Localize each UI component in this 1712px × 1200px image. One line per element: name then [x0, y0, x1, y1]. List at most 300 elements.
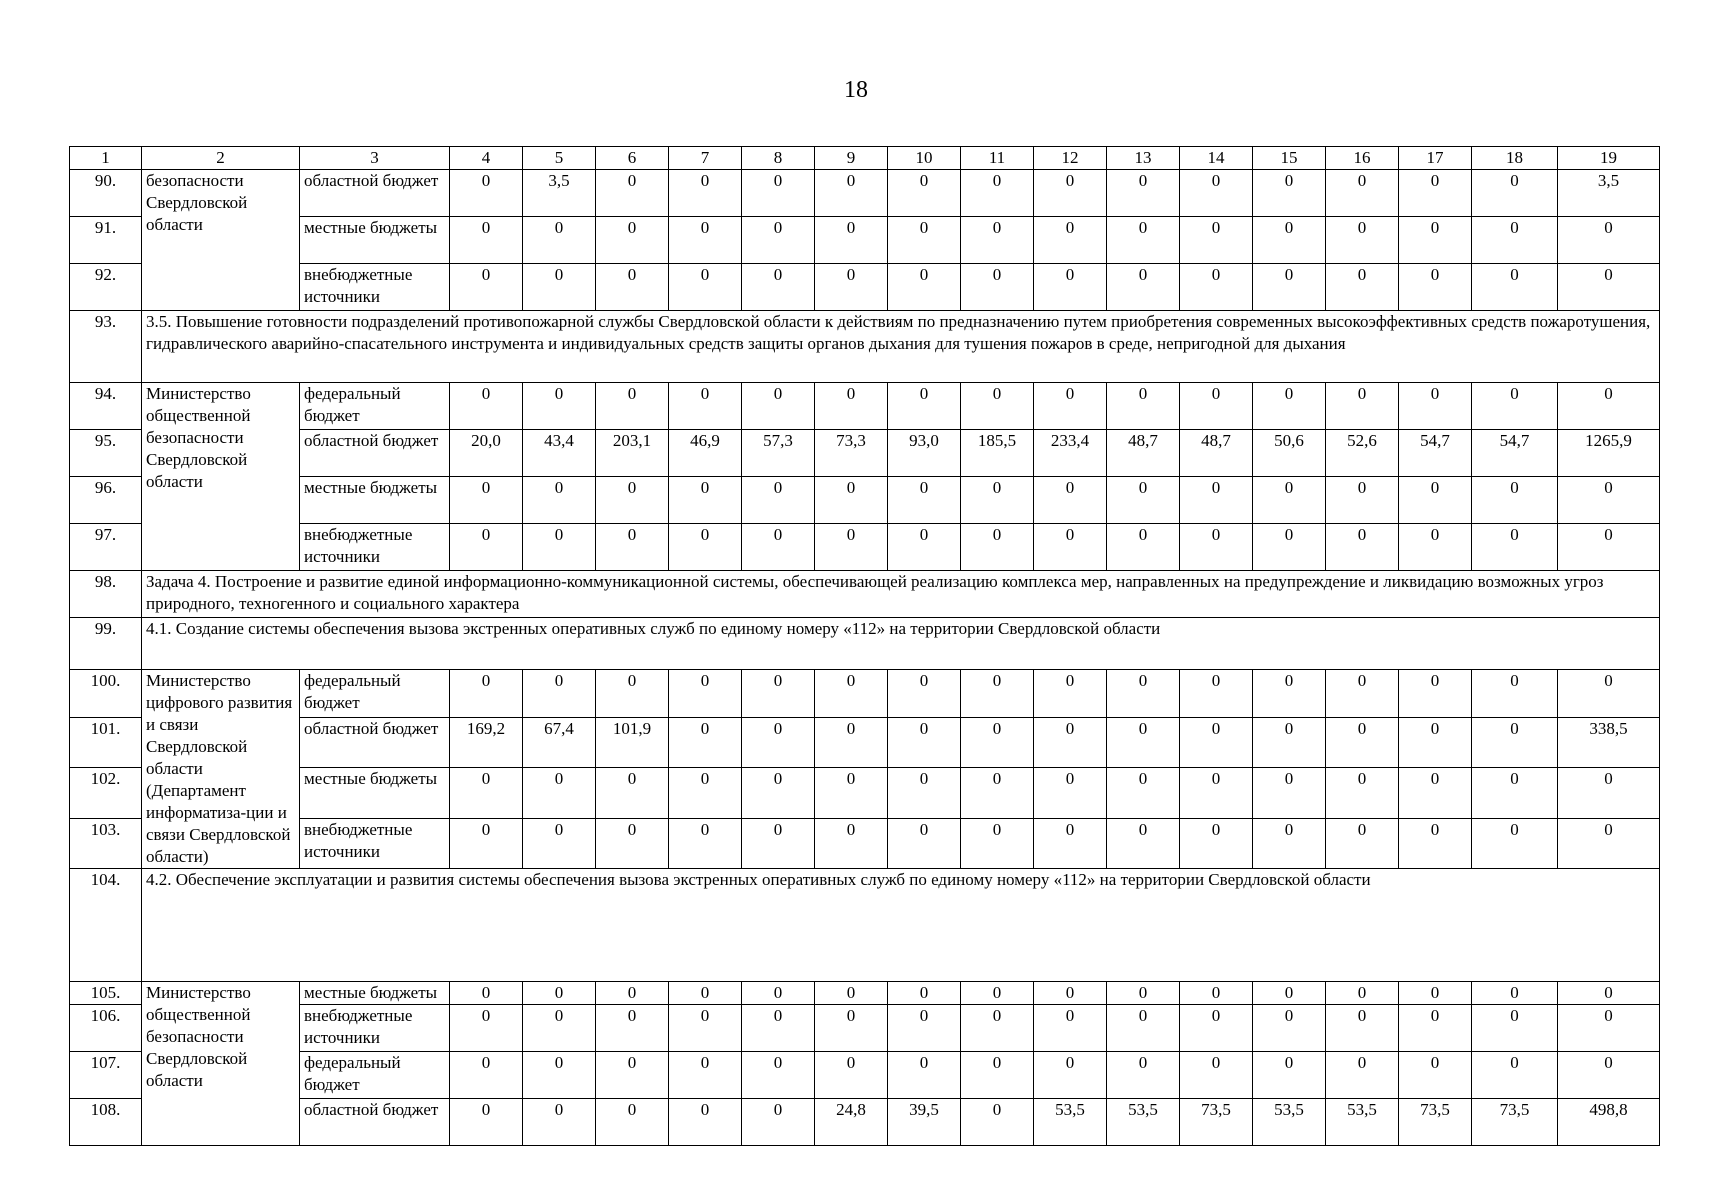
value-cell: 3,5	[523, 170, 596, 217]
value-cell: 0	[669, 524, 742, 571]
value-cell: 0	[742, 1052, 815, 1099]
value-cell: 0	[1034, 217, 1107, 264]
value-cell: 0	[669, 264, 742, 311]
value-cell: 0	[450, 264, 523, 311]
value-cell: 0	[1399, 170, 1472, 217]
value-cell: 48,7	[1180, 430, 1253, 477]
value-cell: 0	[1558, 1005, 1660, 1052]
value-cell: 0	[1558, 670, 1660, 718]
funding-source-cell: областной бюджет	[300, 170, 450, 217]
value-cell: 0	[1253, 768, 1326, 818]
value-cell: 0	[669, 982, 742, 1005]
value-cell: 53,5	[1326, 1099, 1399, 1146]
value-cell: 0	[1253, 477, 1326, 524]
value-cell: 0	[961, 383, 1034, 430]
value-cell: 0	[815, 170, 888, 217]
value-cell: 0	[888, 1005, 961, 1052]
value-cell: 0	[888, 818, 961, 868]
funding-source-cell: местные бюджеты	[300, 982, 450, 1005]
funding-source-cell: внебюджетные источники	[300, 818, 450, 868]
value-cell: 185,5	[961, 430, 1034, 477]
table-row	[70, 768, 1660, 818]
value-cell: 0	[742, 1099, 815, 1146]
value-cell: 0	[523, 1099, 596, 1146]
value-cell: 0	[1253, 670, 1326, 718]
value-cell: 0	[742, 477, 815, 524]
value-cell: 0	[1180, 1005, 1253, 1052]
value-cell: 0	[669, 1005, 742, 1052]
value-cell: 0	[523, 1052, 596, 1099]
value-cell: 0	[1253, 524, 1326, 571]
value-cell: 0	[1034, 718, 1107, 768]
value-cell: 0	[1107, 670, 1180, 718]
value-cell: 0	[1326, 383, 1399, 430]
value-cell: 0	[596, 477, 669, 524]
section-row	[70, 571, 1660, 618]
header-cell: 18	[1472, 147, 1558, 170]
value-cell: 0	[1107, 524, 1180, 571]
value-cell: 0	[888, 768, 961, 818]
value-cell: 0	[523, 217, 596, 264]
value-cell: 0	[1180, 718, 1253, 768]
value-cell: 0	[523, 264, 596, 311]
row-number: 104.	[70, 869, 142, 982]
value-cell: 0	[450, 1099, 523, 1146]
row-number: 90.	[70, 170, 142, 217]
value-cell: 0	[815, 768, 888, 818]
funding-source-cell: внебюджетные источники	[300, 264, 450, 311]
value-cell: 0	[742, 170, 815, 217]
executor-cell: Министерство цифрового развития и связи Свердловской области (Департамент информатиза-ции и связи Свердловской области)	[142, 670, 300, 869]
value-cell: 0	[1253, 264, 1326, 311]
value-cell: 0	[450, 170, 523, 217]
value-cell: 0	[1180, 170, 1253, 217]
value-cell: 0	[450, 524, 523, 571]
value-cell: 0	[1034, 818, 1107, 868]
header-cell: 7	[669, 147, 742, 170]
table-row	[70, 524, 1660, 571]
value-cell: 0	[1472, 670, 1558, 718]
value-cell: 0	[1107, 264, 1180, 311]
value-cell: 0	[1558, 477, 1660, 524]
value-cell: 0	[596, 670, 669, 718]
value-cell: 0	[1034, 383, 1107, 430]
value-cell: 0	[1326, 524, 1399, 571]
value-cell: 0	[1399, 670, 1472, 718]
value-cell: 0	[523, 1005, 596, 1052]
value-cell: 0	[1326, 818, 1399, 868]
value-cell: 0	[888, 1052, 961, 1099]
value-cell: 0	[815, 383, 888, 430]
value-cell: 0	[1472, 524, 1558, 571]
value-cell: 53,5	[1107, 1099, 1180, 1146]
value-cell: 0	[961, 718, 1034, 768]
value-cell: 338,5	[1558, 718, 1660, 768]
value-cell: 0	[1107, 718, 1180, 768]
value-cell: 0	[1558, 524, 1660, 571]
value-cell: 0	[669, 383, 742, 430]
value-cell: 0	[1180, 818, 1253, 868]
funding-source-cell: внебюджетные источники	[300, 524, 450, 571]
value-cell: 0	[1180, 670, 1253, 718]
value-cell: 0	[1253, 383, 1326, 430]
value-cell: 0	[596, 383, 669, 430]
value-cell: 0	[1558, 768, 1660, 818]
value-cell: 0	[450, 217, 523, 264]
section-title: Задача 4. Построение и развитие единой информационно-коммуникационной системы, обеспечивающей реализацию комплекса мер, направленных на предупреждение и ликвидацию возможных угроз природного, техногенного и социального характера	[142, 571, 1660, 618]
value-cell: 0	[888, 477, 961, 524]
value-cell: 0	[961, 477, 1034, 524]
value-cell: 0	[742, 818, 815, 868]
table-row	[70, 1099, 1660, 1146]
section-row	[70, 618, 1660, 670]
row-number: 106.	[70, 1005, 142, 1052]
value-cell: 0	[1472, 170, 1558, 217]
value-cell: 0	[1107, 768, 1180, 818]
table-row	[70, 383, 1660, 430]
value-cell: 0	[815, 818, 888, 868]
value-cell: 54,7	[1399, 430, 1472, 477]
value-cell: 0	[1107, 1052, 1180, 1099]
value-cell: 0	[1180, 477, 1253, 524]
value-cell: 0	[450, 1052, 523, 1099]
section-title: 3.5. Повышение готовности подразделений противопожарной службы Свердловской области к действиям по предназначению путем приобретения современных высокоэффективных средств пожаротушения, гидравлического аварийно-спасательного инструмента и индивидуальных средств защиты органов дыхания для тушения пожаров в среде, непригодной для дыхания	[142, 311, 1660, 383]
value-cell: 0	[742, 264, 815, 311]
header-cell: 10	[888, 147, 961, 170]
value-cell: 73,5	[1472, 1099, 1558, 1146]
value-cell: 0	[815, 718, 888, 768]
header-cell: 11	[961, 147, 1034, 170]
value-cell: 0	[1326, 477, 1399, 524]
value-cell: 0	[888, 982, 961, 1005]
value-cell: 0	[961, 670, 1034, 718]
value-cell: 0	[961, 1052, 1034, 1099]
value-cell: 0	[1472, 217, 1558, 264]
value-cell: 0	[815, 524, 888, 571]
value-cell: 1265,9	[1558, 430, 1660, 477]
value-cell: 169,2	[450, 718, 523, 768]
table-row	[70, 982, 1660, 1005]
value-cell: 0	[596, 524, 669, 571]
value-cell: 0	[1399, 383, 1472, 430]
value-cell: 0	[669, 170, 742, 217]
value-cell: 0	[450, 982, 523, 1005]
section-title: 4.2. Обеспечение эксплуатации и развития системы обеспечения вызова экстренных оперативных служб по единому номеру «112» на территории Свердловской области	[142, 869, 1660, 982]
funding-source-cell: областной бюджет	[300, 1099, 450, 1146]
table-row	[70, 818, 1660, 868]
header-cell: 12	[1034, 147, 1107, 170]
row-number: 91.	[70, 217, 142, 264]
table-header-row	[70, 147, 1660, 170]
value-cell: 0	[669, 670, 742, 718]
row-number: 107.	[70, 1052, 142, 1099]
value-cell: 0	[1180, 982, 1253, 1005]
value-cell: 0	[1326, 982, 1399, 1005]
row-number: 100.	[70, 670, 142, 718]
value-cell: 233,4	[1034, 430, 1107, 477]
value-cell: 0	[1558, 1052, 1660, 1099]
funding-source-cell: местные бюджеты	[300, 768, 450, 818]
row-number: 99.	[70, 618, 142, 670]
value-cell: 0	[1326, 264, 1399, 311]
value-cell: 0	[669, 718, 742, 768]
value-cell: 0	[1399, 982, 1472, 1005]
value-cell: 0	[742, 768, 815, 818]
value-cell: 0	[1399, 477, 1472, 524]
page-number: 18	[844, 77, 868, 103]
row-number: 98.	[70, 571, 142, 618]
value-cell: 0	[1180, 217, 1253, 264]
value-cell: 0	[888, 524, 961, 571]
value-cell: 0	[742, 718, 815, 768]
value-cell: 0	[1399, 818, 1472, 868]
value-cell: 0	[1472, 1005, 1558, 1052]
value-cell: 93,0	[888, 430, 961, 477]
value-cell: 0	[1326, 170, 1399, 217]
value-cell: 3,5	[1558, 170, 1660, 217]
value-cell: 0	[669, 1052, 742, 1099]
value-cell: 0	[1558, 818, 1660, 868]
value-cell: 0	[1558, 217, 1660, 264]
value-cell: 0	[596, 1099, 669, 1146]
value-cell: 0	[815, 982, 888, 1005]
value-cell: 0	[596, 264, 669, 311]
value-cell: 0	[1034, 524, 1107, 571]
value-cell: 0	[669, 818, 742, 868]
value-cell: 0	[1180, 524, 1253, 571]
value-cell: 0	[1472, 718, 1558, 768]
value-cell: 0	[1107, 383, 1180, 430]
funding-source-cell: областной бюджет	[300, 430, 450, 477]
value-cell: 0	[523, 670, 596, 718]
value-cell: 0	[1472, 982, 1558, 1005]
funding-source-cell: областной бюджет	[300, 718, 450, 768]
value-cell: 0	[1399, 1052, 1472, 1099]
value-cell: 20,0	[450, 430, 523, 477]
value-cell: 0	[1472, 818, 1558, 868]
section-row	[70, 311, 1660, 383]
value-cell: 0	[669, 1099, 742, 1146]
value-cell: 0	[1034, 477, 1107, 524]
value-cell: 0	[1107, 818, 1180, 868]
value-cell: 0	[523, 477, 596, 524]
value-cell: 0	[1558, 383, 1660, 430]
header-cell: 8	[742, 147, 815, 170]
value-cell: 39,5	[888, 1099, 961, 1146]
value-cell: 0	[1253, 982, 1326, 1005]
value-cell: 0	[1180, 383, 1253, 430]
value-cell: 0	[961, 982, 1034, 1005]
value-cell: 0	[1253, 818, 1326, 868]
row-number: 92.	[70, 264, 142, 311]
value-cell: 0	[961, 217, 1034, 264]
value-cell: 0	[1399, 768, 1472, 818]
table-row	[70, 217, 1660, 264]
value-cell: 0	[1180, 768, 1253, 818]
row-number: 103.	[70, 818, 142, 868]
value-cell: 0	[815, 1005, 888, 1052]
value-cell: 498,8	[1558, 1099, 1660, 1146]
value-cell: 0	[742, 1005, 815, 1052]
value-cell: 0	[1180, 264, 1253, 311]
value-cell: 0	[450, 818, 523, 868]
value-cell: 0	[1034, 1052, 1107, 1099]
funding-source-cell: федеральный бюджет	[300, 383, 450, 430]
row-number: 96.	[70, 477, 142, 524]
header-cell: 2	[142, 147, 300, 170]
table-row	[70, 1005, 1660, 1052]
header-cell: 9	[815, 147, 888, 170]
row-number: 97.	[70, 524, 142, 571]
value-cell: 0	[669, 768, 742, 818]
value-cell: 53,5	[1253, 1099, 1326, 1146]
executor-cell: Министерство общественной безопасности Свердловской области	[142, 383, 300, 571]
row-number: 101.	[70, 718, 142, 768]
value-cell: 73,5	[1180, 1099, 1253, 1146]
value-cell: 0	[1399, 217, 1472, 264]
value-cell: 0	[1472, 477, 1558, 524]
value-cell: 0	[1399, 524, 1472, 571]
budget-table	[69, 146, 1660, 1146]
value-cell: 0	[961, 818, 1034, 868]
value-cell: 24,8	[815, 1099, 888, 1146]
value-cell: 0	[961, 1099, 1034, 1146]
value-cell: 0	[450, 383, 523, 430]
header-cell: 19	[1558, 147, 1660, 170]
value-cell: 0	[450, 477, 523, 524]
executor-cell: Министерство общественной безопасности Свердловской области	[142, 982, 300, 1146]
value-cell: 0	[888, 383, 961, 430]
value-cell: 0	[1180, 1052, 1253, 1099]
value-cell: 54,7	[1472, 430, 1558, 477]
table-row	[70, 430, 1660, 477]
value-cell: 0	[523, 982, 596, 1005]
value-cell: 0	[1326, 1005, 1399, 1052]
value-cell: 0	[596, 170, 669, 217]
value-cell: 203,1	[596, 430, 669, 477]
table-row	[70, 670, 1660, 718]
value-cell: 0	[596, 768, 669, 818]
value-cell: 0	[669, 477, 742, 524]
value-cell: 0	[596, 217, 669, 264]
value-cell: 0	[815, 477, 888, 524]
value-cell: 0	[1107, 170, 1180, 217]
value-cell: 0	[742, 524, 815, 571]
table-row	[70, 477, 1660, 524]
row-number: 95.	[70, 430, 142, 477]
value-cell: 0	[1326, 1052, 1399, 1099]
value-cell: 0	[815, 670, 888, 718]
funding-source-cell: местные бюджеты	[300, 217, 450, 264]
header-cell: 1	[70, 147, 142, 170]
row-number: 102.	[70, 768, 142, 818]
value-cell: 0	[888, 170, 961, 217]
header-cell: 3	[300, 147, 450, 170]
value-cell: 67,4	[523, 718, 596, 768]
header-cell: 5	[523, 147, 596, 170]
table-row	[70, 264, 1660, 311]
value-cell: 0	[961, 524, 1034, 571]
value-cell: 0	[450, 768, 523, 818]
row-number: 93.	[70, 311, 142, 383]
value-cell: 0	[1034, 170, 1107, 217]
value-cell: 0	[1472, 768, 1558, 818]
value-cell: 0	[1253, 1052, 1326, 1099]
value-cell: 0	[961, 170, 1034, 217]
value-cell: 0	[596, 982, 669, 1005]
value-cell: 0	[815, 264, 888, 311]
value-cell: 0	[596, 818, 669, 868]
value-cell: 0	[742, 217, 815, 264]
value-cell: 0	[596, 1005, 669, 1052]
row-number: 94.	[70, 383, 142, 430]
value-cell: 52,6	[1326, 430, 1399, 477]
value-cell: 0	[888, 264, 961, 311]
value-cell: 0	[1107, 477, 1180, 524]
header-cell: 4	[450, 147, 523, 170]
value-cell: 0	[450, 1005, 523, 1052]
value-cell: 0	[1034, 768, 1107, 818]
value-cell: 0	[1326, 768, 1399, 818]
value-cell: 0	[742, 670, 815, 718]
value-cell: 0	[1399, 718, 1472, 768]
value-cell: 0	[450, 670, 523, 718]
value-cell: 73,5	[1399, 1099, 1472, 1146]
section-row	[70, 869, 1660, 982]
funding-source-cell: местные бюджеты	[300, 477, 450, 524]
value-cell: 0	[1034, 670, 1107, 718]
value-cell: 0	[888, 670, 961, 718]
value-cell: 48,7	[1107, 430, 1180, 477]
value-cell: 73,3	[815, 430, 888, 477]
value-cell: 0	[961, 1005, 1034, 1052]
value-cell: 0	[1034, 1005, 1107, 1052]
value-cell: 0	[523, 818, 596, 868]
row-number: 108.	[70, 1099, 142, 1146]
header-cell: 15	[1253, 147, 1326, 170]
table-row	[70, 1052, 1660, 1099]
value-cell: 0	[888, 217, 961, 264]
value-cell: 0	[1472, 264, 1558, 311]
section-title: 4.1. Создание системы обеспечения вызова экстренных оперативных служб по единому номеру «112» на территории Свердловской области	[142, 618, 1660, 670]
value-cell: 0	[1107, 217, 1180, 264]
value-cell: 0	[523, 768, 596, 818]
value-cell: 0	[1326, 718, 1399, 768]
funding-source-cell: федеральный бюджет	[300, 670, 450, 718]
table-row	[70, 170, 1660, 217]
funding-source-cell: федеральный бюджет	[300, 1052, 450, 1099]
value-cell: 0	[1034, 264, 1107, 311]
value-cell: 57,3	[742, 430, 815, 477]
header-cell: 13	[1107, 147, 1180, 170]
value-cell: 0	[961, 768, 1034, 818]
value-cell: 0	[742, 982, 815, 1005]
value-cell: 46,9	[669, 430, 742, 477]
value-cell: 0	[523, 383, 596, 430]
value-cell: 0	[1107, 1005, 1180, 1052]
value-cell: 0	[1399, 1005, 1472, 1052]
value-cell: 50,6	[1253, 430, 1326, 477]
value-cell: 0	[961, 264, 1034, 311]
value-cell: 0	[1253, 217, 1326, 264]
value-cell: 0	[1326, 670, 1399, 718]
value-cell: 0	[888, 718, 961, 768]
header-cell: 17	[1399, 147, 1472, 170]
value-cell: 0	[669, 217, 742, 264]
funding-source-cell: внебюджетные источники	[300, 1005, 450, 1052]
value-cell: 0	[1558, 264, 1660, 311]
header-cell: 14	[1180, 147, 1253, 170]
